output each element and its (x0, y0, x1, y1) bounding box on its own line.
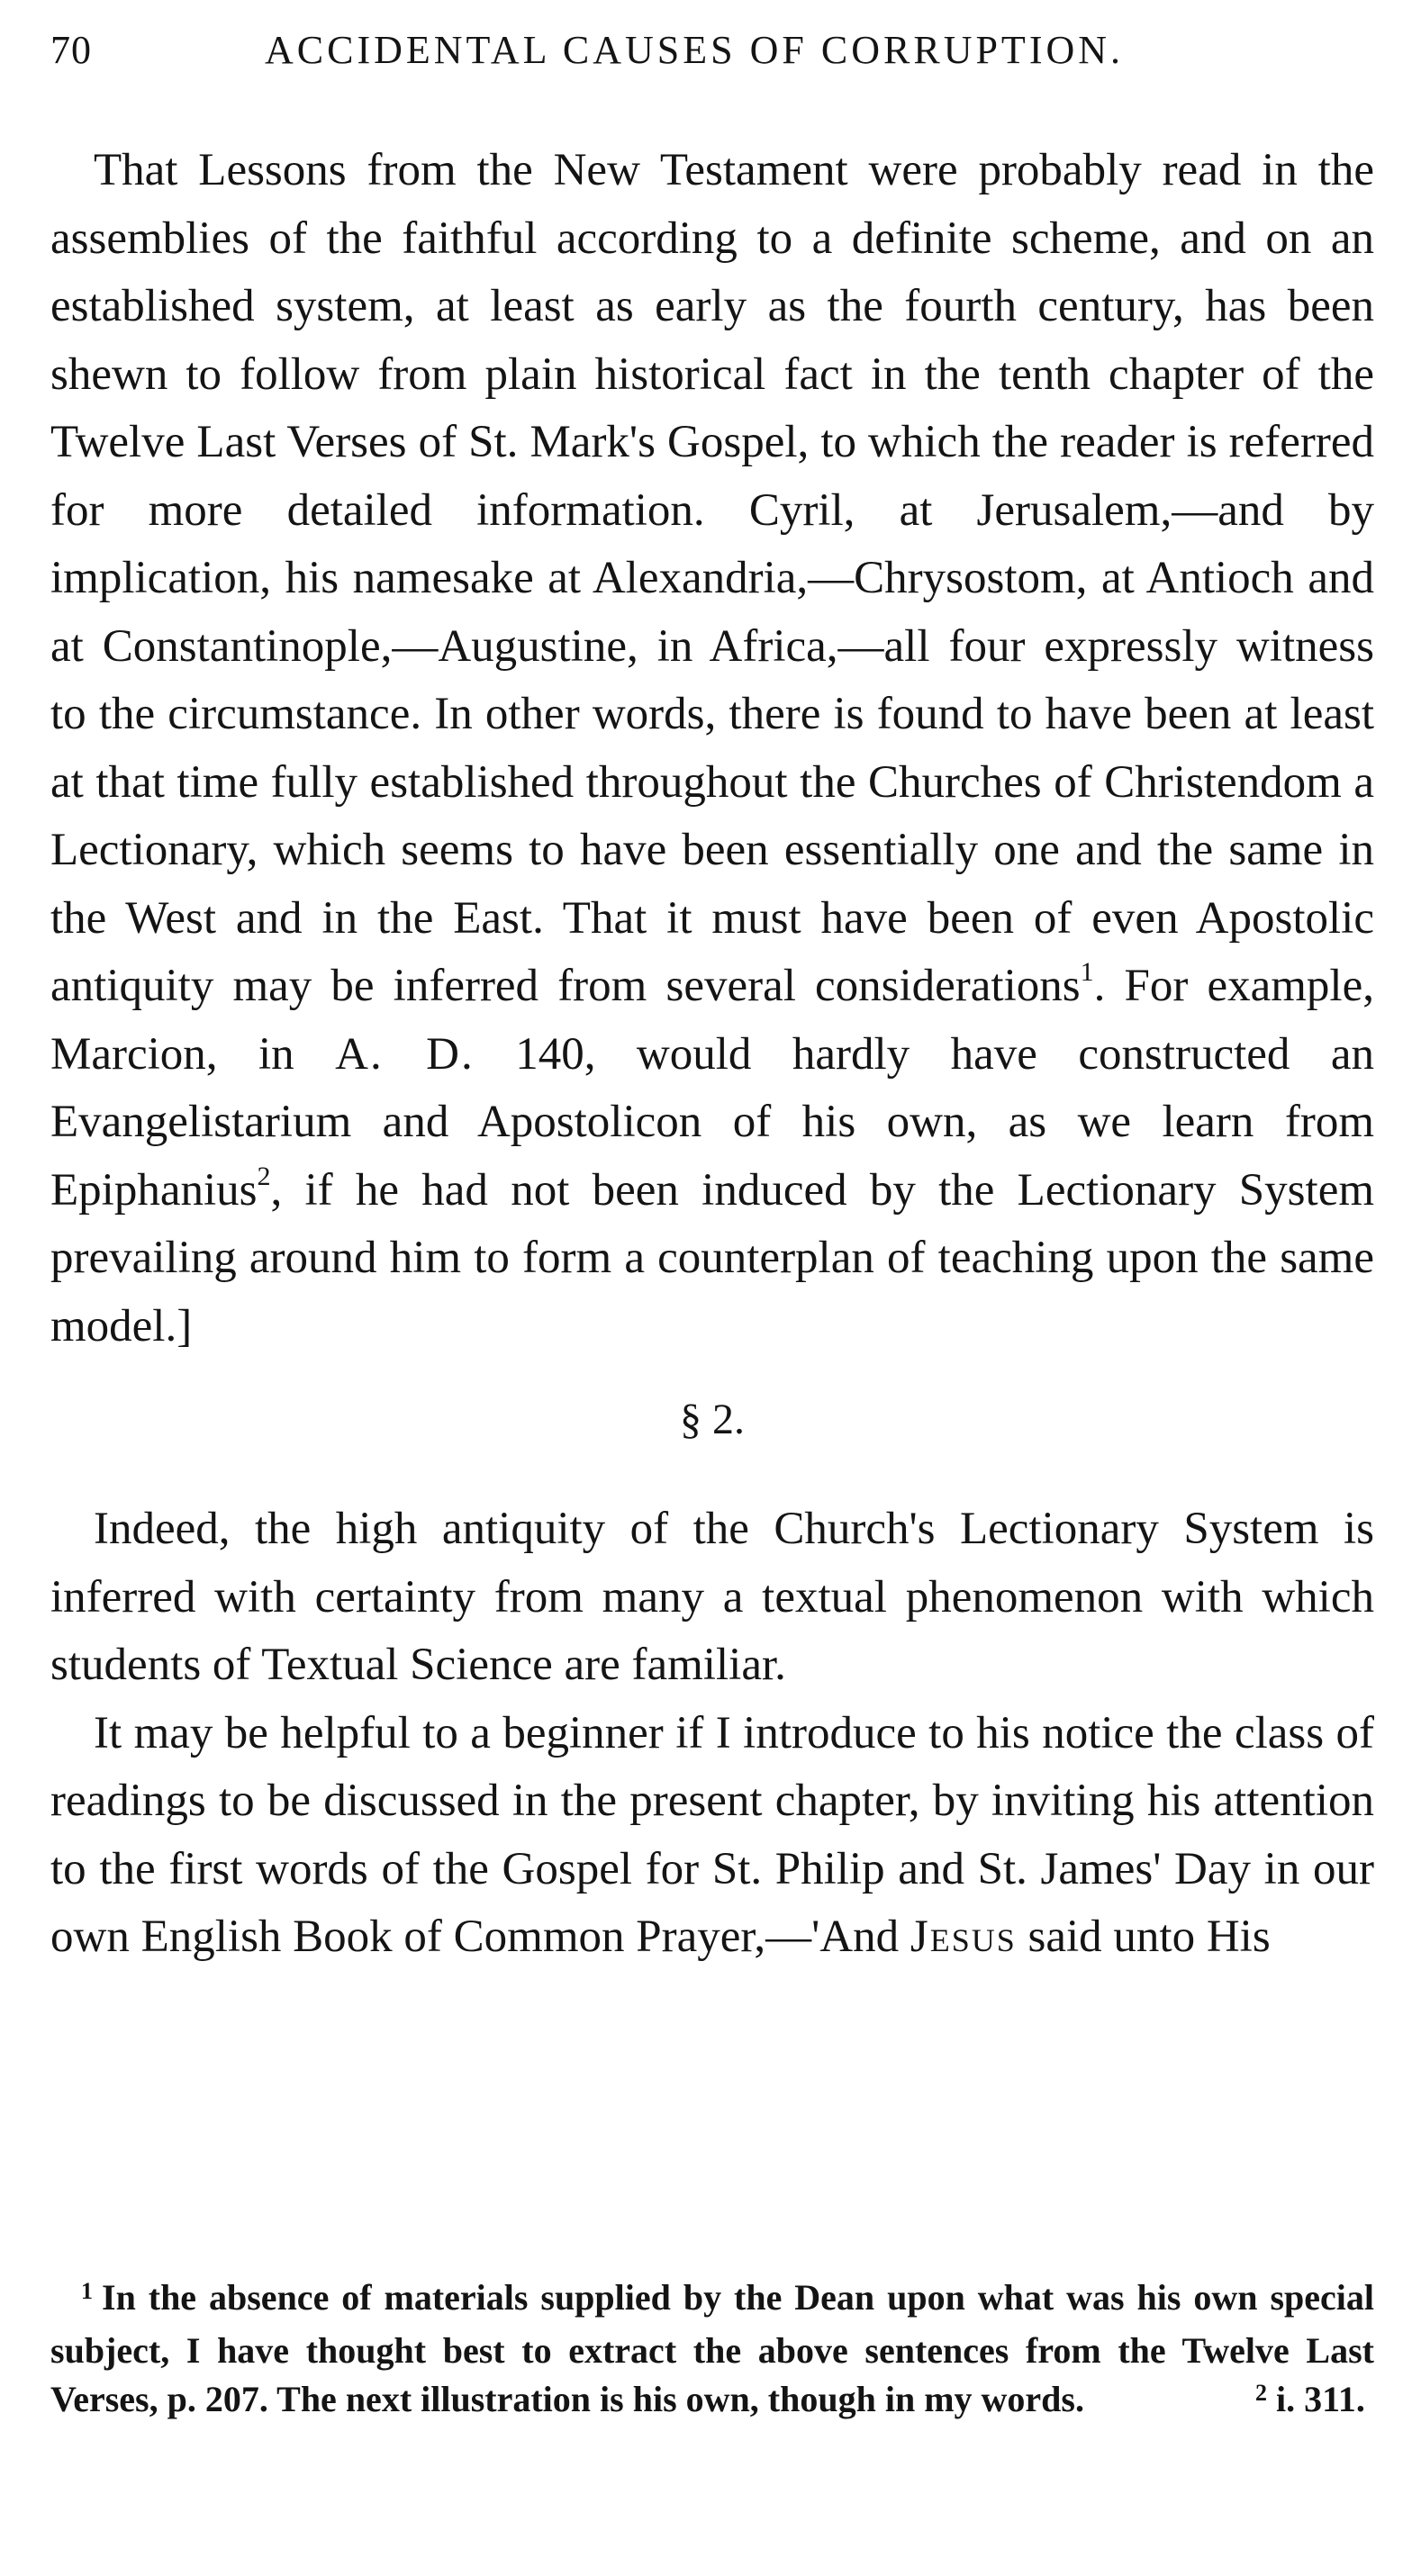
running-title: ACCIDENTAL CAUSES OF CORRUPTION. (264, 28, 1125, 72)
paragraph-text: It may be helpful to a beginner if I introduce to his notice the class of readings to be discussed in the present chapter, by inviting his attention to the first words of the Gospel for St. Philip and St. James' Day in our own English Book of Common Prayer,—'And (50, 1707, 1374, 1962)
paragraph-lessons (50, 137, 1374, 1360)
footnote-number: 2 (1254, 2380, 1267, 2406)
paragraph-helpful (50, 1700, 1374, 1972)
footnote-text: In the absence of materials supplied by the Dean upon what was his own special subject, I have thought best to extract the above sentences from the Twelve Last Verses, p. 207. The next illustration is his own, though in my words. (50, 2277, 1374, 2419)
paragraph-text: . For example, Marcion, in (50, 961, 1374, 1080)
paragraph-antiquity: Indeed, the high antiquity of the Church's Lectionary System is inferred with certainty from many a textual phenomenon with which students of Textual Science are familiar. (50, 1504, 1374, 1690)
running-head (50, 27, 1374, 90)
paragraph-text: said unto His (1027, 1912, 1271, 1962)
era-abbreviation: A. D. (335, 1028, 475, 1080)
page-number: 70 (50, 28, 92, 72)
book-page (50, 27, 1374, 1972)
footnote-2-text: i. 311. (1275, 2379, 1365, 2419)
paragraph-text: That Lessons from the New Testament were probably read in the assemblies of the faithful according to a definite scheme, and on an established system, at least as early as the fourth century, has been shewn to follow from plain historical fact in the tenth chapter of the Twelve Last Verses of St. Mark's Gospel, to which the reader is referred for more detailed information. Cyril, at Jerusalem,—and by implication, his namesake at Alexandria,—Chrysostom, at Antioch and at Constantinople,—Augustine, in Africa,—all four expressly witness to the circumstance. In other words, there is found to have been at least at that time fully established throughout the Churches of Christendom a Lectionary, which seems to have been essentially one and the same in the West and in the East. That it must have been of even Apostolic antiquity may be inferred from several considerations (50, 145, 1374, 1011)
divine-name: Jesus (910, 1912, 1017, 1962)
section-heading: § 2. (680, 1396, 745, 1443)
footnote-1 (50, 2273, 1374, 2428)
paragraph-text: 140, would hardly have constructed an Evangelistarium and Apostolicon of his own, as we learn from Epiphanius (50, 1028, 1375, 1216)
footnote-ref-2[interactable]: 2 (257, 1161, 271, 1191)
footnotes (50, 2273, 1374, 2428)
footnote-number: 1 (81, 2278, 93, 2304)
paragraph-text: , if he had not been induced by the Lectionary System prevailing around him to form a counterplan of teaching upon the same model.] (50, 1164, 1374, 1351)
footnote-ref-1[interactable]: 1 (1080, 957, 1094, 987)
